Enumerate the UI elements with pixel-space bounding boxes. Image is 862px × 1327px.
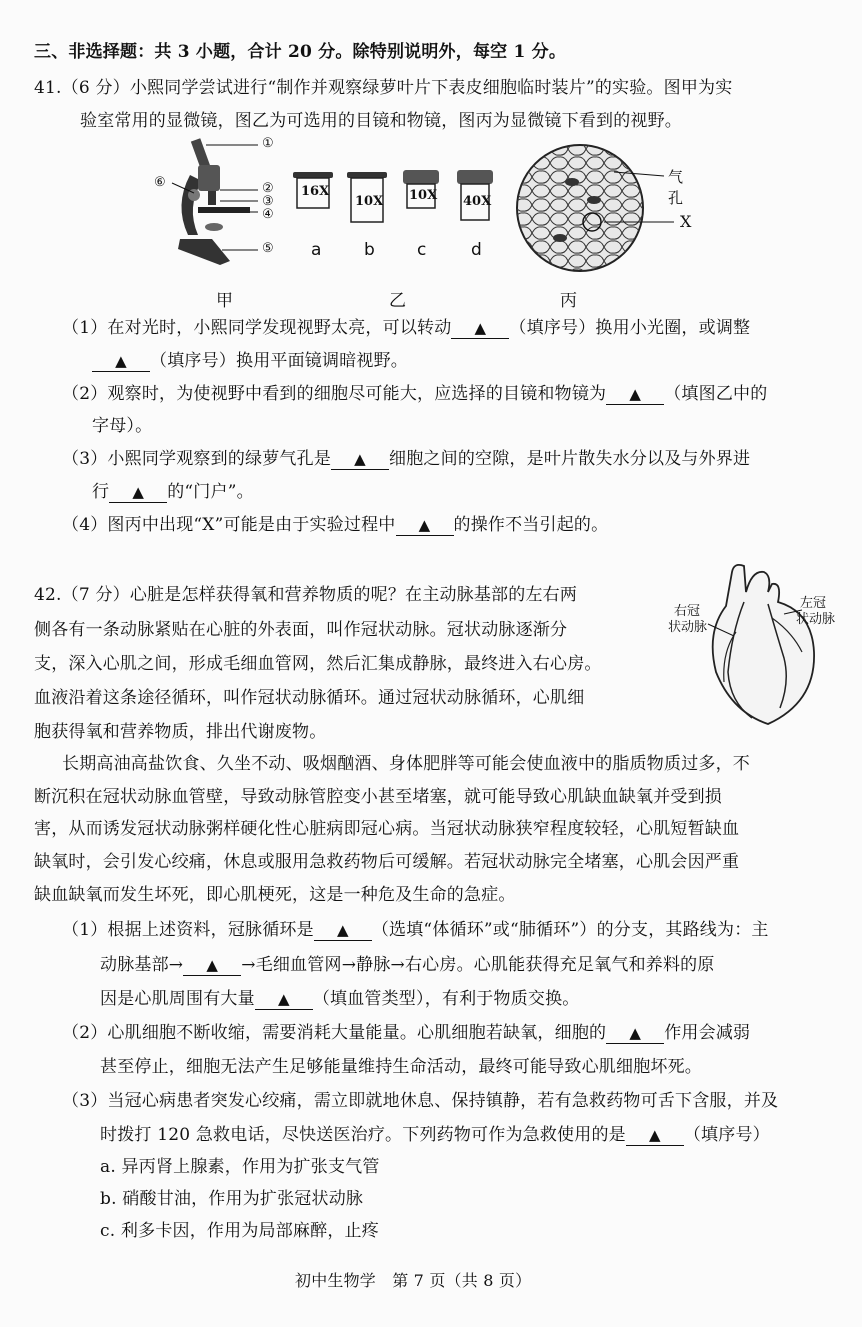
heart-icon (672, 562, 852, 732)
lens-letter-a: a (311, 240, 322, 260)
lens-letter-c: c (417, 240, 427, 260)
q42-s3-line-2: 时拨打 120 急救电话，尽快送医治疗。下列药物可作为急救使用的是 ▲ （填序号） (100, 1125, 770, 1145)
caption-bing: 丙 (560, 291, 577, 311)
marker-5: ⑤ (262, 241, 274, 256)
answer-blank[interactable]: ▲ (92, 351, 150, 372)
label-right-coronary-1: 右冠 (674, 604, 701, 619)
label-left-coronary-2: 状动脉 (796, 612, 836, 627)
q42-para2-line-1: 长期高油高盐饮食、久坐不动、吸烟酗酒、身体肥胖等可能会使血液中的脂质物质过多，不 (62, 754, 750, 774)
answer-blank[interactable]: ▲ (314, 920, 372, 941)
q42-para2-line-5: 缺血缺氧而发生坏死，即心肌梗死，这是一种危及生命的急症。 (34, 885, 516, 905)
marker-1: ① (262, 136, 274, 151)
answer-blank[interactable]: ▲ (606, 384, 664, 405)
caption-jia: 甲 (216, 291, 233, 311)
q42-s1-line-3: 因是心肌周围有大量 ▲ （填血管类型），有利于物质交换。 (100, 989, 580, 1009)
marker-4: ④ (262, 207, 274, 222)
lens-a (291, 168, 339, 220)
section-header: 三、非选择题：共 3 小题，合计 20 分。除特别说明外，每空 1 分。 (34, 42, 567, 62)
lens-a-mag: 16X (301, 184, 330, 199)
cell-field-icon (514, 142, 694, 274)
answer-blank[interactable]: ▲ (396, 515, 454, 536)
lens-c (399, 168, 447, 220)
q42-text-line-2: 侧各有一条动脉紧贴在心脏的外表面，叫作冠状动脉。冠状动脉逐渐分 (34, 620, 568, 640)
microscope-view-figure (514, 142, 694, 274)
answer-blank[interactable]: ▲ (451, 318, 509, 339)
q42-s1-line-2: 动脉基部→ ▲ →毛细血管网→静脉→右心房。心肌能获得充足氧气和养料的原 (100, 955, 715, 975)
label-right-coronary-2: 状动脉 (668, 620, 708, 635)
label-left-coronary-1: 左冠 (800, 596, 827, 611)
heart-figure (668, 562, 852, 732)
answer-blank[interactable]: ▲ (183, 955, 241, 976)
q41-intro-line-2: 验室常用的显微镜，图乙为可选用的目镜和物镜，图丙为显微镜下看到的视野。 (80, 111, 682, 131)
answer-blank[interactable]: ▲ (331, 449, 389, 470)
option-b: b. 硝酸甘油，作用为扩张冠状动脉 (100, 1189, 364, 1209)
q41-p3-line-2: 行 ▲ 的“门户”。 (92, 482, 254, 502)
page-footer: 初中生物学 第 7 页（共 8 页） (295, 1271, 532, 1290)
lens-letter-d: d (471, 240, 482, 260)
q42-text-line-4: 血液沿着这条途径循环，叫作冠状动脉循环。通过冠状动脉循环，心肌细 (34, 688, 585, 708)
q41-p1-line-2: ▲ （填序号）换用平面镜调暗视野。 (92, 349, 408, 373)
option-c: c. 利多卡因，作用为局部麻醉，止疼 (100, 1221, 379, 1241)
lens-d (453, 168, 501, 228)
q42-text-line-5: 胞获得氧和营养物质，排出代谢废物。 (34, 722, 327, 742)
q41-p1-line-1: （1）在对光时，小熙同学发现视野太亮，可以转动 ▲ （填序号）换用小光圈，或调整 (62, 318, 751, 338)
microscope-figure (150, 135, 300, 275)
q42-text-line-1: 42.（7 分）心脏是怎样获得氧和营养物质的呢？在主动脉基部的左右两 (34, 585, 578, 605)
microscope-icon (150, 135, 300, 275)
q41-p2-line-1: （2）观察时，为使视野中看到的细胞尽可能大，应选择的目镜和物镜为 ▲ （填图乙中的 (62, 384, 768, 404)
q42-s1-line-1: （1）根据上述资料，冠脉循环是 ▲ （选填“体循环”或“肺循环”）的分支，其路线为：主 (62, 920, 769, 940)
q42-para2-line-2: 断沉积在冠状动脉血管壁，导致动脉管腔变小甚至堵塞，就可能导致心肌缺血缺氧并受到损 (34, 787, 722, 807)
label-stoma: 气孔 (668, 168, 684, 207)
answer-blank[interactable]: ▲ (606, 1023, 664, 1044)
lens-c-mag: 10X (409, 188, 438, 203)
q41-p3-line-1: （3）小熙同学观察到的绿萝气孔是 ▲ 细胞之间的空隙，是叶片散失水分以及与外界进 (62, 449, 751, 469)
q42-para2-line-4: 缺氧时，会引发心绞痛，休息或服用急救药物后可缓解。若冠状动脉完全堵塞，心肌会因严重 (34, 852, 740, 872)
lens-b-mag: 10X (355, 194, 384, 209)
lens-letter-b: b (364, 240, 375, 260)
answer-blank[interactable]: ▲ (109, 482, 167, 503)
marker-3: ③ (262, 194, 274, 209)
answer-blank[interactable]: ▲ (626, 1125, 684, 1146)
q42-para2-line-3: 害，从而诱发冠状动脉粥样硬化性心脏病即冠心病。当冠状动脉狭窄程度较轻，心肌短暂缺血 (34, 819, 740, 839)
caption-yi: 乙 (389, 291, 406, 311)
q41-p2-line-2: 字母）。 (92, 416, 153, 436)
lens-d-mag: 40X (463, 194, 492, 209)
lens-b (345, 168, 393, 228)
q42-s2-line-2: 甚至停止，细胞无法产生足够能量维持生命活动，最终可能导致心肌细胞坏死。 (100, 1057, 702, 1077)
option-a: a. 异丙肾上腺素，作用为扩张支气管 (100, 1157, 380, 1177)
marker-2: ② (262, 181, 274, 196)
marker-6: ⑥ (154, 175, 166, 190)
q42-s3-line-1: （3）当冠心病患者突发心绞痛，需立即就地休息、保持镇静，若有急救药物可舌下含服，并及 (62, 1091, 779, 1111)
label-x: X (680, 212, 692, 231)
q42-s2-line-1: （2）心肌细胞不断收缩，需要消耗大量能量。心肌细胞若缺氧，细胞的 ▲ 作用会减弱 (62, 1023, 751, 1043)
q42-text-line-3: 支，深入心肌之间，形成毛细血管网，然后汇集成静脉，最终进入右心房。 (34, 654, 602, 674)
q41-p4-line: （4）图丙中出现“X”可能是由于实验过程中 ▲ 的操作不当引起的。 (62, 515, 609, 535)
answer-blank[interactable]: ▲ (255, 989, 313, 1010)
q41-intro-line-1: 41.（6 分）小熙同学尝试进行“制作并观察绿萝叶片下表皮细胞临时装片”的实验。图甲为实 (34, 78, 733, 98)
